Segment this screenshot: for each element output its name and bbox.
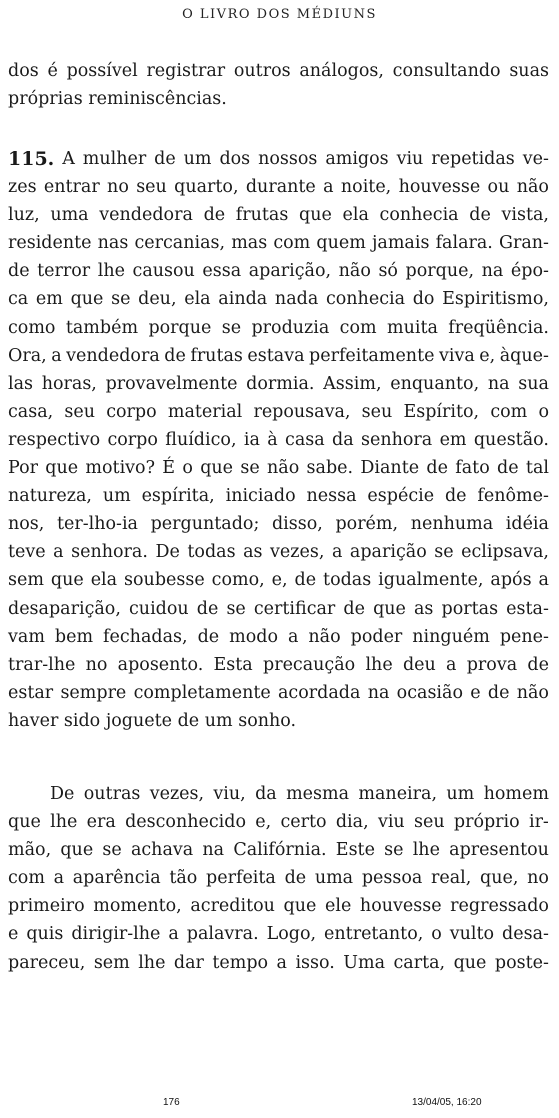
text-line: haver sido joguete de um sonho. [8, 710, 297, 731]
text-line: respectivo corpo fluídico, ia à casa da senhora em questão. [8, 429, 549, 450]
text-line: sem que ela soubesse como, e, de todas igualmente, após a [8, 570, 549, 591]
text-line: nos, ter-lho-ia perguntado; disso, porém, nenhuma idéia [8, 514, 549, 535]
text-line: 115. A mulher de um dos nossos amigos viu repetidas ve- [8, 145, 549, 173]
print-timestamp: 13/04/05, 16:20 [412, 1097, 482, 1108]
text-line: natureza, um espírita, iniciado nessa espécie de fenôme- [8, 486, 549, 507]
text-line: trar-lhe no aposento. Esta precaução lhe deu a prova de [8, 654, 549, 675]
text-line: primeiro momento, acreditou que ele houvesse regressado [8, 896, 549, 917]
text-line: estar sempre completamente acordada na ocasião e de não [8, 682, 549, 703]
text-line: Por que motivo? É o que se não sabe. Diante de fato de tal [8, 458, 549, 479]
text-line: residente nas cercanias, mas com quem jamais falara. Gran- [8, 233, 549, 254]
text-line: vam bem fechadas, de modo a não poder ninguém pene- [8, 626, 549, 647]
text-line: mão, que se achava na Califórnia. Este se lhe apresentou [8, 840, 549, 861]
page-number: 176 [163, 1097, 180, 1108]
text-line: luz, uma vendedora de frutas que ela conhecia de vista, [8, 205, 549, 226]
section-number: 115. [8, 148, 55, 170]
text-line: teve a senhora. De todas as vezes, a aparição se eclipsava, [8, 542, 549, 563]
paragraph-other-apparitions [8, 780, 549, 977]
paragraph-115 [8, 145, 549, 735]
running-head: O LIVRO DOS MÉDIUNS [182, 7, 377, 22]
text-line: que lhe era desconhecido e, certo dia, viu seu próprio ir- [8, 812, 549, 833]
text-line: De outras vezes, viu, da mesma maneira, um homem [50, 784, 549, 804]
text-line: desaparição, cuidou de se certificar de que as portas esta- [8, 598, 549, 619]
paragraph-continuation [8, 57, 549, 113]
text-line: de terror lhe causou essa aparição, não só porque, na épo- [8, 261, 549, 282]
text-line: próprias reminiscências. [8, 89, 227, 110]
text-line: ca em que se deu, ela ainda nada conhecia do Espiritismo, [8, 289, 549, 310]
text-line: las horas, provavelmente dormia. Assim, enquanto, na sua [8, 373, 549, 394]
text-line: Ora, a vendedora de frutas estava perfeitamente viva e, àque- [8, 345, 549, 366]
text-line: zes entrar no seu quarto, durante a noite, houvesse ou não [8, 177, 549, 198]
text-line: como também porque se produzia com muita freqüência. [8, 317, 549, 338]
text-line: casa, seu corpo material repousava, seu Espírito, com o [8, 401, 549, 422]
text-line: pareceu, sem lhe dar tempo a isso. Uma carta, que poste- [8, 952, 549, 973]
text-line: dos é possível registrar outros análogos, consultando suas [8, 61, 549, 81]
text-line: e quis dirigir-lhe a palavra. Logo, entretanto, o vulto desa- [8, 924, 549, 945]
text-line: com a aparência tão perfeita de uma pessoa real, que, no [8, 868, 549, 889]
